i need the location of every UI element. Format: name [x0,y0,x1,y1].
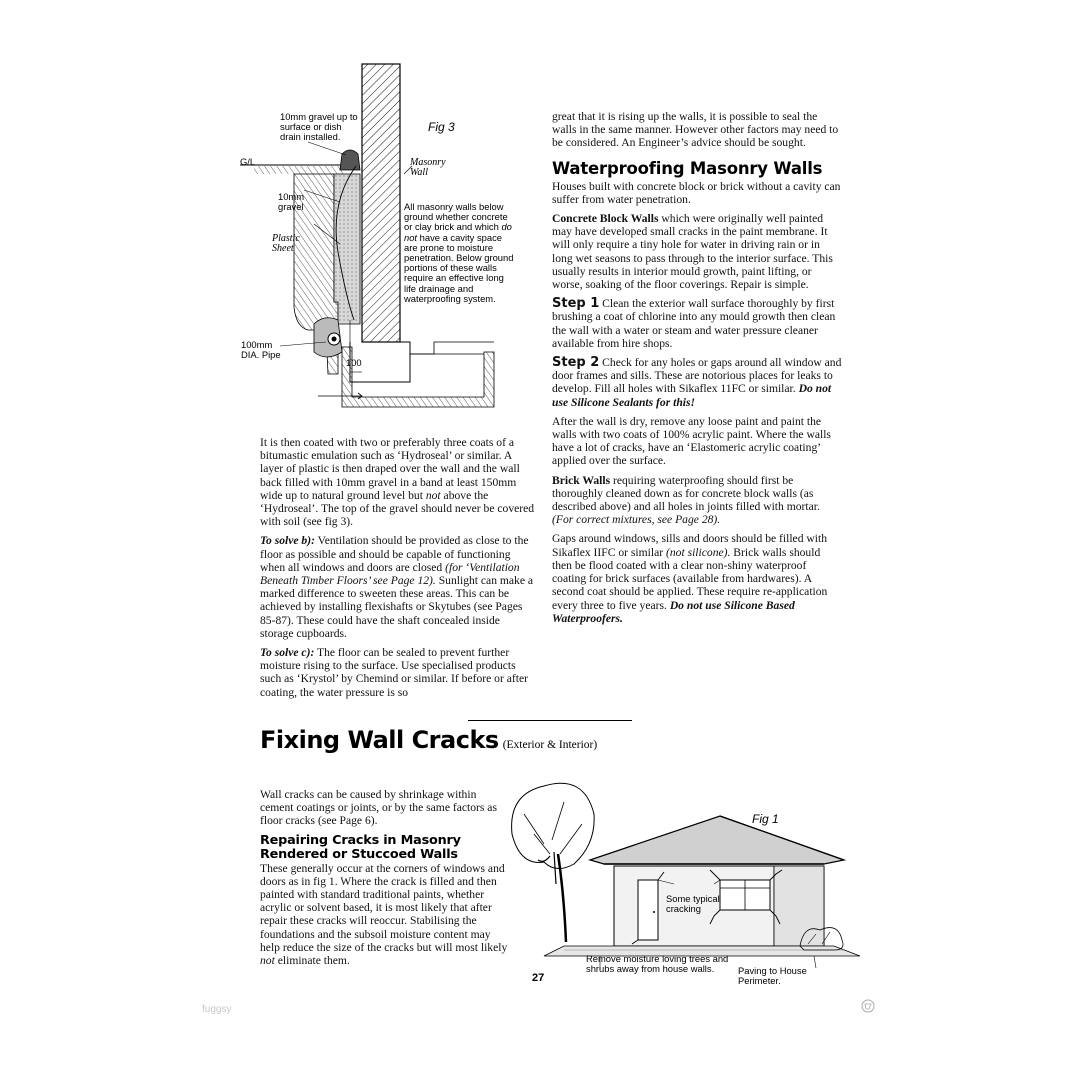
paragraph-step-2: Step 2 Check for any holes or gaps around all window and door frames and sills. These are notorious places for leaks to develop. Fill all holes with Sikaflex 11FC or similar. Do not use Silicone Sealants for this! [552,355,842,409]
paragraph-gaps: Gaps around windows, sills and doors should be filled with Sikaflex IIFC or similar (not silicone). Brick walls should then be flood coated with a clear non-shiny waterproof coating for brick surfaces (available from hardwares). A second coat should be applied. These require re-application every three to five years. Do not use Silicone Based Waterproofers. [552,532,828,625]
watermark-text: fuggsy [202,1004,232,1015]
right-column [552,110,842,631]
paragraph-repairing: These generally occur at the corners of windows and doors as in fig 1. Where the crack is filled and then painted with standard traditional paints, whether acrylic or solvent based, it is most likely that after repair these cracks will reoccur. Stabilising the foundations and the subsoil moisture content may help reduce the size of the cracks but will most likely not eliminate them. [260,861,508,968]
fig1-title: Fig 1 [752,812,779,826]
fig3-label-gravel: 10mm gravel [278,191,305,213]
paragraph-brick-walls: Brick Walls requiring waterproofing should first be thoroughly cleaned down as for concrete block walls (as described above) and all holes in joints filled with mortar. (For correct mixtures, see Page 28). [552,473,820,527]
fig3-label-masonry-wall: Masonry Wall [410,157,446,178]
paragraph-continued: great that it is rising up the walls, it is possible to seal the walls in the same manner. However other factors may need to be considered. An Engineer’s advice should be sought. [552,110,839,150]
page-number: 27 [532,972,545,984]
paragraph-after-dry: After the wall is dry, remove any loose paint and paint the walls with two coats of 100% acrylic paint. Where the walls have a lot of cracks, have an ‘Elastomeric acrylic coating’ applied over the surface. [552,414,831,468]
fig1-label-paving: Paving to House Perimeter. [738,965,807,987]
heading-repairing-cracks: Repairing Cracks in Masonry Rendered or Stuccoed Walls [260,832,461,862]
paragraph-coating: It is then coated with two or preferably three coats of a bitumastic emulation such as ‘Hydroseal’ or similar. A layer of plastic is then draped over the wall and the wall back filled with 10mm gravel in a band at least 150mm wide up to natural ground level but not above the ‘Hydroseal’. The top of the gravel should never be covered with soil (see fig 3). [260,436,535,529]
fig1-label-trees: Remove moisture loving trees and shrubs away from house walls. [586,953,729,975]
paragraph-solve-b: To solve b): Ventilation should be provided as close to the floor as possible and should be capable of functioning when all windows and doors are closed (for ‘Ventilation Beneath Timber Floors’ see Page 12). Sunlight can make a marked difference to sweeten these areas. This can be achieved by installing flexishafts or Skytubes (see Pages 85-87). These could have the shaft concealed inside storage cupboards. [260,534,534,640]
fig3-label-plastic-sheet: Plastic Sheet [272,233,300,254]
section-subtitle: (Exterior & Interior) [502,739,598,751]
fig3-note: All masonry walls below ground whether concrete or clay brick and which do not have a cavity space are prone to moisture penetration. Below ground portions of these walls require an effective long life drainage and waterproofing system. [404,201,514,304]
heading-waterproofing-masonry-walls: Waterproofing Masonry Walls [552,158,823,178]
left-column [260,436,536,705]
document-page [198,62,888,1022]
fig3-label-dimension: 100 [346,357,362,368]
fig3-label-gl: G/L [240,156,256,167]
section-title-fixing-wall-cracks: Fixing Wall Cracks [260,726,499,754]
corner-logo-icon [860,998,876,1014]
fig3-label-gravel-top: 10mm gravel up to surface or dish drain installed. [280,111,358,143]
paragraph-step-1: Step 1 Clean the exterior wall surface thoroughly by first brushing a coat of chlorine into any mould growth then clean the wall with a water or steam and water pressure cleaner available from hire shops. [552,296,836,350]
fig1-label-cracking: Some typical cracking [666,893,720,915]
paragraph-concrete-block-walls: Concrete Block Walls which were originally well painted may have developed small cracks in the paint membrane. It will only require a tiny hole for water in driving rain or in long wet seasons to pass through to the interior surface. This usually results in interior mould growth, paint lifting, or worse, soaking of the floor coverings. Repair is simple. [552,212,833,292]
fig3-title: Fig 3 [428,120,455,134]
section-title-row [260,726,597,754]
paragraph-wall-cracks-causes: Wall cracks can be caused by shrinkage within cement coatings or joints, or by the same factors as floor cracks (see Page 6). [260,788,497,828]
paragraph-intro: Houses built with concrete block or brick without a cavity can suffer from water penetration. [552,179,841,206]
fig3-label-pipe: 100mm DIA. Pipe [241,339,281,361]
section2-text [260,788,510,973]
paragraph-solve-c: To solve c): The floor can be sealed to prevent further moisture rising to the surface. Use specialised products such as ‘Krystol’ by Chemind or similar. If before or after coating, the water pressure is so [260,646,528,699]
section-divider [468,720,632,721]
